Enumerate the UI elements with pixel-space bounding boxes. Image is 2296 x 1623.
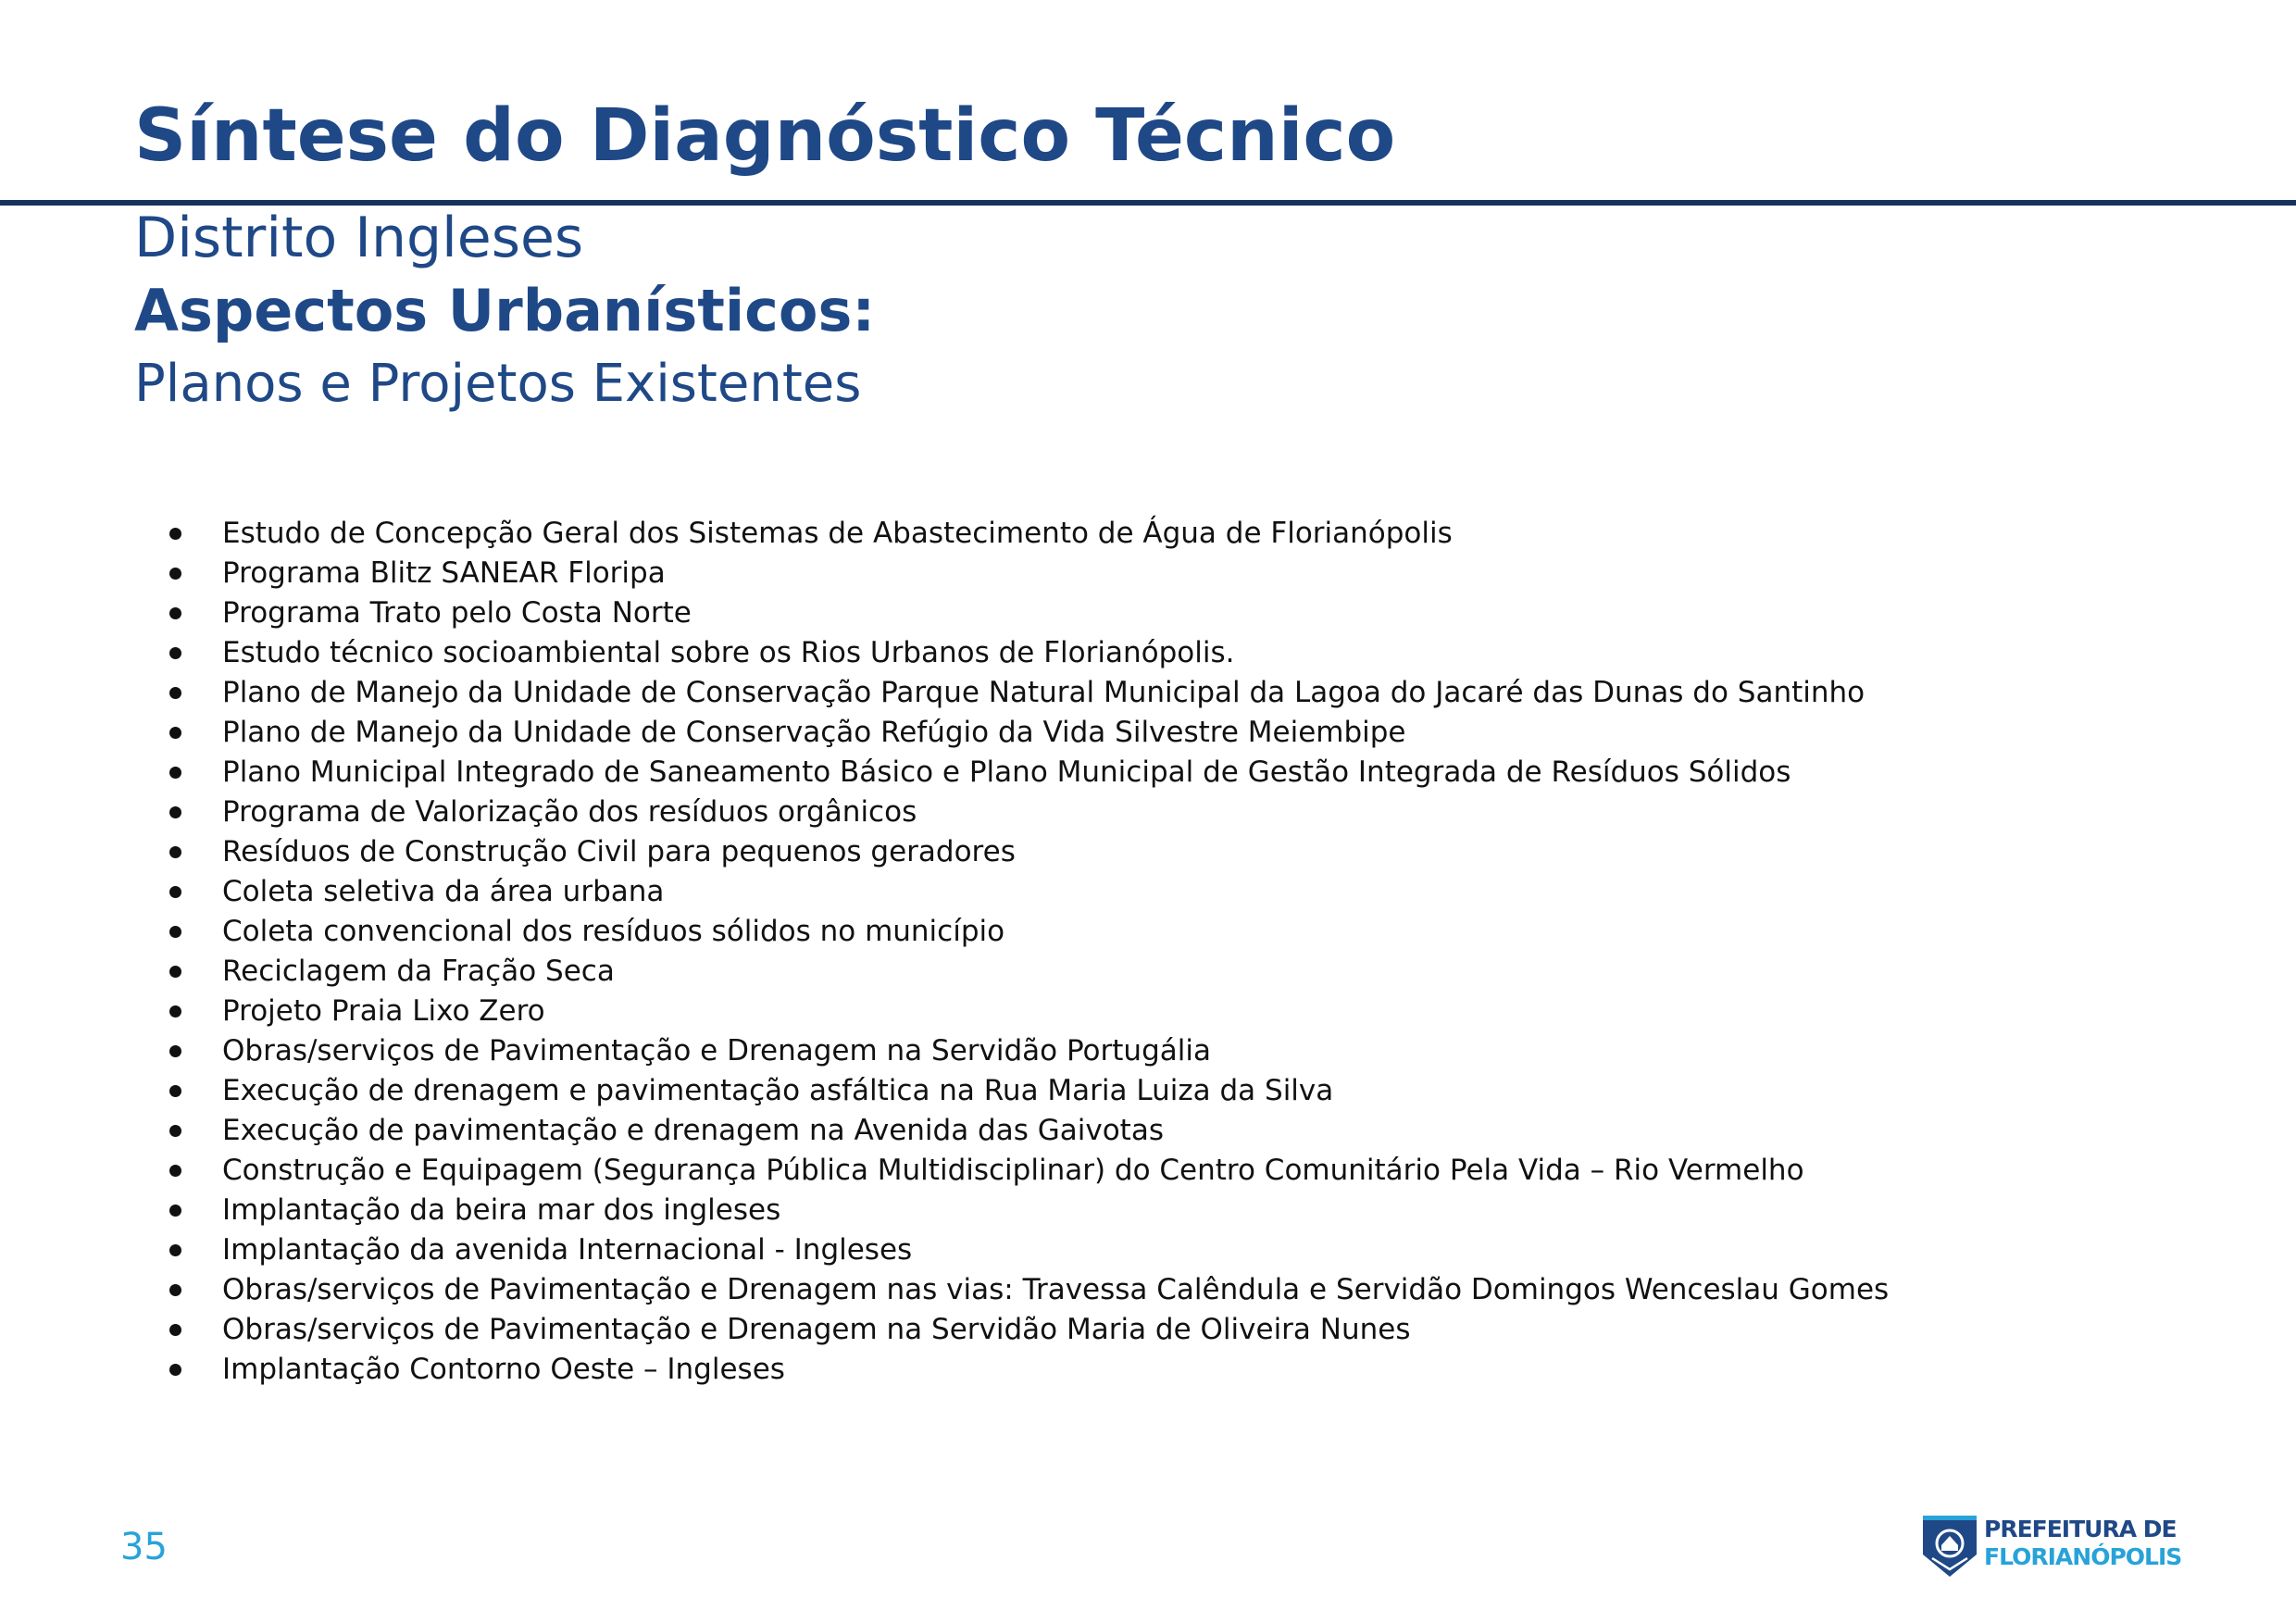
bullet-icon (169, 1324, 181, 1336)
list-item (167, 832, 1889, 872)
list-item (167, 1031, 1889, 1071)
list-item-text: Coleta convencional dos resíduos sólidos no município (222, 915, 1005, 948)
bullet-icon (169, 1364, 181, 1376)
list-item-text: Estudo técnico socioambiental sobre os Rios Urbanos de Florianópolis. (222, 636, 1235, 669)
logo-text-line1: PREFEITURA DE (1984, 1516, 2177, 1542)
list-item (167, 793, 1889, 832)
bullet-icon (169, 1005, 181, 1017)
list-item-text: Execução de drenagem e pavimentação asfáltica na Rua Maria Luiza da Silva (222, 1074, 1334, 1107)
list-item-text: Obras/serviços de Pavimentação e Drenagem na Servidão Portugália (222, 1034, 1211, 1067)
list-item-text: Plano Municipal Integrado de Saneamento Básico e Plano Municipal de Gestão Integrada de Resíduos Sólidos (222, 755, 1791, 789)
list-item-text: Coleta seletiva da área urbana (222, 875, 665, 908)
page-title: Síntese do Diagnóstico Técnico (134, 94, 1396, 178)
list-item-text: Construção e Equipagem (Segurança Pública Multidisciplinar) do Centro Comunitário Pela Vida – Rio Vermelho (222, 1154, 1804, 1187)
list-item-text: Projeto Praia Lixo Zero (222, 994, 545, 1028)
section-heading: Aspectos Urbanísticos: (134, 277, 876, 344)
bullet-icon (169, 1125, 181, 1137)
list-item (167, 753, 1889, 793)
bullet-icon (169, 687, 181, 699)
list-item-text: Implantação Contorno Oeste – Ingleses (222, 1353, 785, 1386)
list-item-text: Reciclagem da Fração Seca (222, 955, 615, 988)
list-item-text: Obras/serviços de Pavimentação e Drenagem na Servidão Maria de Oliveira Nunes (222, 1313, 1411, 1346)
bullet-icon (169, 926, 181, 938)
bullet-icon (169, 727, 181, 739)
page-number: 35 (120, 1526, 168, 1568)
bullet-icon (169, 1085, 181, 1097)
bullet-icon (169, 1045, 181, 1057)
bullet-icon (169, 1165, 181, 1177)
list-item-text: Programa Blitz SANEAR Floripa (222, 556, 666, 590)
list-item (167, 554, 1889, 593)
bullet-icon (169, 568, 181, 580)
list-item (167, 633, 1889, 673)
bullet-icon (169, 647, 181, 659)
logo-text-line2: FLORIANÓPOLIS (1984, 1543, 2182, 1570)
list-item-text: Execução de pavimentação e drenagem na Avenida das Gaivotas (222, 1114, 1164, 1147)
bullet-icon (169, 1205, 181, 1217)
plans-projects-list (167, 514, 1889, 1390)
list-item (167, 1191, 1889, 1230)
list-item-text: Implantação da beira mar dos ingleses (222, 1193, 781, 1227)
list-item-text: Programa Trato pelo Costa Norte (222, 596, 692, 630)
list-item (167, 1151, 1889, 1191)
bullet-icon (169, 1244, 181, 1256)
list-item (167, 673, 1889, 713)
list-item-text: Implantação da avenida Internacional - Ingleses (222, 1233, 913, 1267)
list-item (167, 992, 1889, 1031)
prefeitura-logo (1921, 1512, 2190, 1579)
list-item (167, 1230, 1889, 1270)
bullet-icon (169, 767, 181, 779)
list-item (167, 1310, 1889, 1350)
bullet-icon (169, 886, 181, 898)
bullet-icon (169, 528, 181, 540)
list-item-text: Plano de Manejo da Unidade de Conservação Refúgio da Vida Silvestre Meiembipe (222, 716, 1406, 749)
bullet-icon (169, 607, 181, 619)
list-item-text: Programa de Valorização dos resíduos orgânicos (222, 795, 917, 829)
list-item (167, 1111, 1889, 1151)
list-item (167, 912, 1889, 952)
list-item-text: Resíduos de Construção Civil para pequenos geradores (222, 835, 1016, 868)
district-heading: Distrito Ingleses (134, 206, 584, 270)
list-item (167, 952, 1889, 992)
list-item-text: Plano de Manejo da Unidade de Conservação Parque Natural Municipal da Lagoa do Jacaré das Dunas do Santinho (222, 676, 1866, 709)
logo-text (1984, 1516, 2190, 1571)
list-item (167, 593, 1889, 633)
bullet-icon (169, 1284, 181, 1296)
list-item (167, 1270, 1889, 1310)
subsection-heading: Planos e Projetos Existentes (134, 354, 862, 414)
bullet-icon (169, 966, 181, 978)
list-item (167, 713, 1889, 753)
list-item-text: Obras/serviços de Pavimentação e Drenagem nas vias: Travessa Calêndula e Servidão Domingos Wenceslau Gomes (222, 1273, 1890, 1306)
list-item-text: Estudo de Concepção Geral dos Sistemas de Abastecimento de Água de Florianópolis (222, 517, 1453, 550)
list-item (167, 514, 1889, 554)
bullet-icon (169, 846, 181, 858)
list-item (167, 1350, 1889, 1390)
list-item (167, 872, 1889, 912)
list-item (167, 1071, 1889, 1111)
bullet-icon (169, 806, 181, 818)
city-coat-of-arms-shield-icon (1921, 1512, 1978, 1579)
